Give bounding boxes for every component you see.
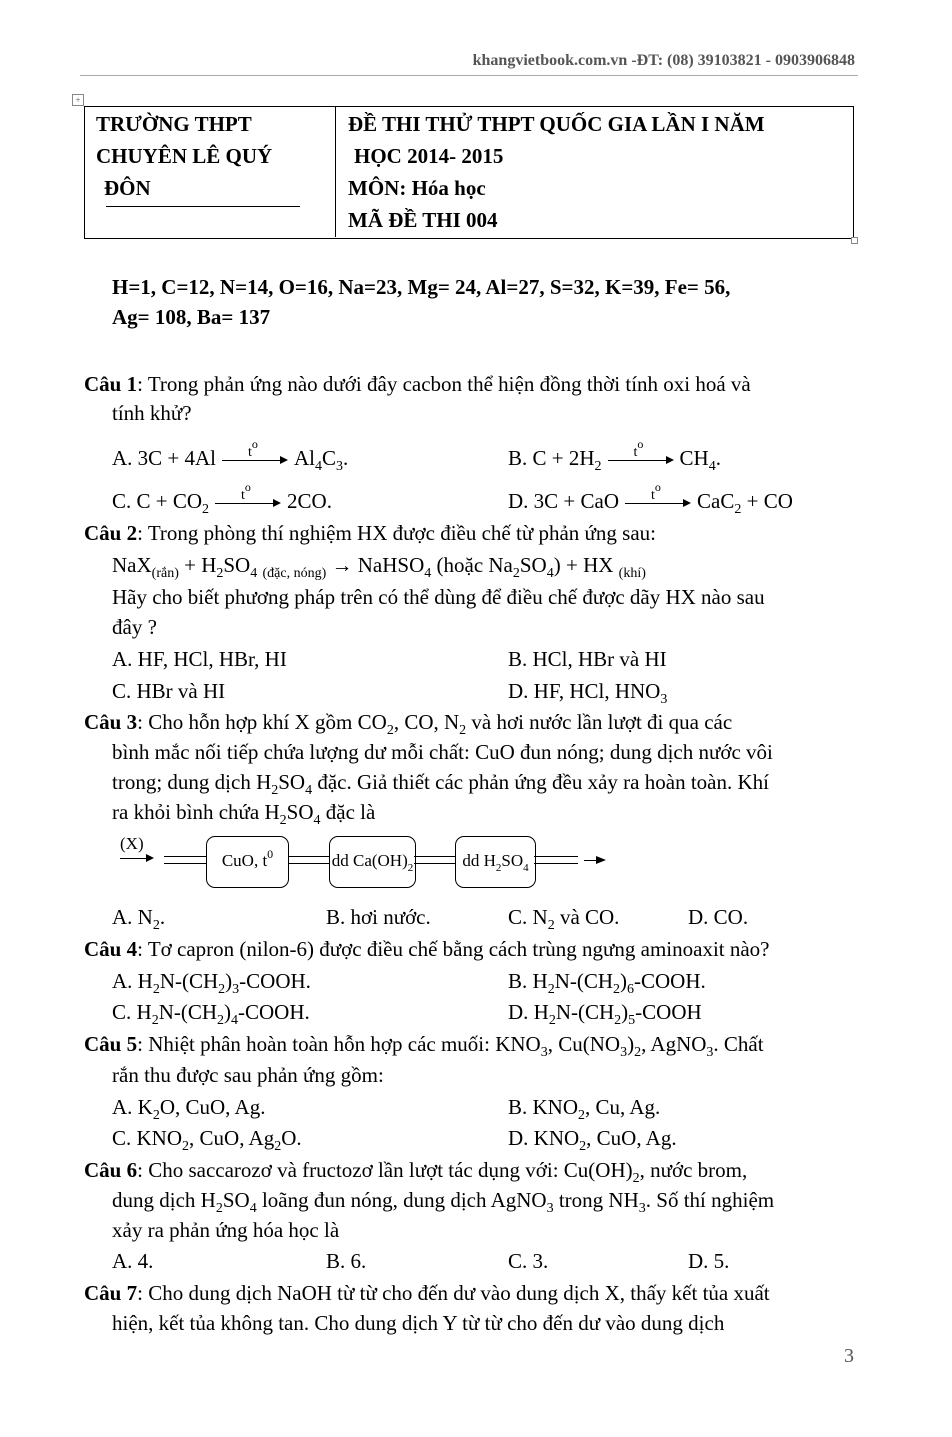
q1-option-b: B. $C + 2H_2$ to $CH_4$. [508, 437, 721, 474]
q3-option-d: D. CO. [688, 905, 749, 929]
question-text: : Cho dung dịch NaOH từ từ cho đến dư vào dung dịch X, thấy kết tủa xuất [137, 1281, 770, 1305]
question-7-line2: hiện, kết tủa không tan. Cho dung dịch Y từ từ cho đến dư vào dung dịch [112, 1311, 725, 1335]
diagram-box-caoh2: dd $Ca(OH)_2$ [329, 836, 416, 888]
reaction-arrow-icon: to [215, 492, 281, 514]
question-label: Câu 2 [84, 521, 138, 545]
q2-option-a: A. HF, HCl, HBr, HI [112, 647, 287, 671]
question-3-line3: trong; dung dịch $H_2SO_4$ đặc. Giả thiết các phản ứng đều xảy ra hoàn toàn. Khí [112, 770, 769, 798]
question-5-line2: rắn thu được sau phản ứng gồm: [112, 1063, 384, 1087]
exam-title [348, 108, 765, 236]
arrow-head-icon [596, 856, 606, 864]
question-2 [84, 518, 656, 548]
diagram-input-label: (X) [120, 834, 144, 853]
q1-option-a: A. 3C + 4Al to $Al_4C_3$. [112, 437, 349, 474]
question-6-line3: xảy ra phản ứng hóa học là [112, 1218, 340, 1242]
question-4 [84, 934, 770, 964]
table-resize-handle-icon[interactable] [851, 237, 858, 244]
question-label: Câu 1 [84, 372, 138, 396]
q3-option-a: A. $N_2$. [112, 905, 166, 933]
question-1-line2: tính khử? [112, 401, 192, 425]
diagram-box-cuo: CuO, $t^0$ [206, 836, 289, 888]
question-2-line3: Hãy cho biết phương pháp trên có thể dùng để điều chế được dãy HX nào sau [112, 585, 765, 609]
diagram-pipe [164, 856, 208, 864]
table-divider [335, 106, 336, 237]
question-text: : Trong phản ứng nào dưới đây cacbon thể hiện đồng thời tính oxi hoá và [137, 372, 751, 396]
diagram-output-arrow [584, 860, 596, 861]
school-line: TRƯỜNG THPT [96, 112, 252, 136]
q5-option-d: D. $KNO_2$, CuO, Ag. [508, 1126, 677, 1154]
q3-option-c: C. $N_2$ và CO. [508, 905, 620, 933]
q6-option-c: C. 3. [508, 1249, 549, 1273]
exam-subject: MÔN: Hóa học [348, 176, 486, 200]
question-6-line2: dung dịch $H_2SO_4$ loãng đun nóng, dung dịch AgNO$_3$ trong $NH_3$. Số thí nghiệm [112, 1188, 775, 1216]
atomic-masses-line2: Ag= 108, Ba= 137 [112, 305, 271, 329]
q2-option-d: D. HF, HCl, $HNO_3$ [508, 679, 668, 707]
diagram-pipe [534, 856, 578, 864]
q5-option-b: B. $KNO_2$, Cu, Ag. [508, 1095, 661, 1123]
question-3: Câu 3: Cho hỗn hợp khí X gồm $CO_2$, CO, $N_2$ và hơi nước lần lượt đi qua các [84, 710, 733, 738]
header-site-info: khangvietbook.com.vn -ĐT: (08) 39103821 - 0903906848 [472, 52, 855, 69]
school-line: ĐÔN [104, 176, 151, 200]
question-5: Câu 5: Nhiệt phân hoàn toàn hỗn hợp các muối: $KNO_3$, $Cu(NO_3)_2$, AgNO$_3$. Chất [84, 1032, 764, 1060]
q2-option-b: B. HCl, HBr và HI [508, 647, 667, 671]
school-underline [106, 206, 300, 207]
q3-option-b: B. hơi nước. [326, 905, 431, 929]
q6-option-b: B. 6. [326, 1249, 367, 1273]
q2-reaction: $NaX_{(rắn)} + H_2SO_4$ $_{(đặc, nóng)}$ → NaHSO$_4$ (hoặc $Na_2SO_4$) + HX $_{(khí)}$ [112, 553, 646, 581]
table-move-handle-icon[interactable]: + [72, 94, 84, 106]
school-name [96, 108, 272, 204]
question-label: Câu 4 [84, 937, 138, 961]
question-3-line4: ra khỏi bình chứa $H_2SO_4$ đặc là [112, 800, 376, 828]
question-text: : Tơ capron (nilon-6) được điều chế bằng cách trùng ngưng aminoaxit nào? [137, 937, 770, 961]
diagram-pipe [288, 856, 330, 864]
question-1 [84, 369, 751, 399]
q6-option-a: A. 4. [112, 1249, 154, 1273]
arrow-head-icon [146, 854, 154, 862]
question-label: Câu 6 [84, 1158, 138, 1182]
question-6: Câu 6: Cho saccarozơ và fructozơ lần lượt tác dụng với: $Cu(OH)_2$, nước brom, [84, 1158, 748, 1186]
question-3-line2: bình mắc nối tiếp chứa lượng dư mỗi chất: CuO đun nóng; dung dịch nước vôi [112, 740, 773, 764]
reaction-arrow-icon: to [625, 492, 691, 514]
diagram-box-h2so4: dd $H_2SO_4$ [455, 836, 536, 888]
exam-code: MÃ ĐỀ THI 004 [348, 208, 498, 232]
exam-line: HỌC 2014- 2015 [354, 144, 504, 168]
q1-option-c: C. $C + CO_2$ to 2CO. [112, 480, 332, 517]
reaction-arrow-icon: to [608, 449, 674, 471]
q4-option-d: D. $H_2N-(CH_2)_5$-COOH [508, 1000, 702, 1028]
q6-option-d: D. 5. [688, 1249, 730, 1273]
q5-option-c: C. $KNO_2$, CuO, $Ag_2O$. [112, 1126, 302, 1154]
exam-line: ĐỀ THI THỬ THPT QUỐC GIA LẦN I NĂM [348, 112, 765, 136]
question-text: : Trong phòng thí nghiệm HX được điều chế từ phản ứng sau: [137, 521, 656, 545]
question-label: Câu 3 [84, 710, 138, 734]
q5-option-a: A. $K_2O$, CuO, Ag. [112, 1095, 266, 1123]
q4-option-a: A. $H_2N-(CH_2)_3$-COOH. [112, 969, 311, 997]
q2-option-c: C. HBr và HI [112, 679, 226, 703]
q4-option-c: C. $H_2N-(CH_2)_4$-COOH. [112, 1000, 310, 1028]
q1-option-d: D. 3C + CaO to CaC$_2$ + CO [508, 480, 793, 517]
reaction-arrow-icon: to [222, 449, 288, 471]
atomic-masses-line1: H=1, C=12, N=14, O=16, Na=23, Mg= 24, Al=27, S=32, K=39, Fe= 56, [112, 275, 731, 299]
q4-option-b: B. $H_2N-(CH_2)_6$-COOH. [508, 969, 706, 997]
school-line: CHUYÊN LÊ QUÝ [96, 144, 273, 168]
page-number: 3 [844, 1345, 854, 1367]
header-rule [80, 75, 858, 76]
question-label: Câu 7 [84, 1281, 138, 1305]
diagram-pipe [414, 856, 456, 864]
question-7 [84, 1278, 770, 1308]
question-label: Câu 5 [84, 1032, 138, 1056]
question-2-line4: đây ? [112, 615, 157, 639]
